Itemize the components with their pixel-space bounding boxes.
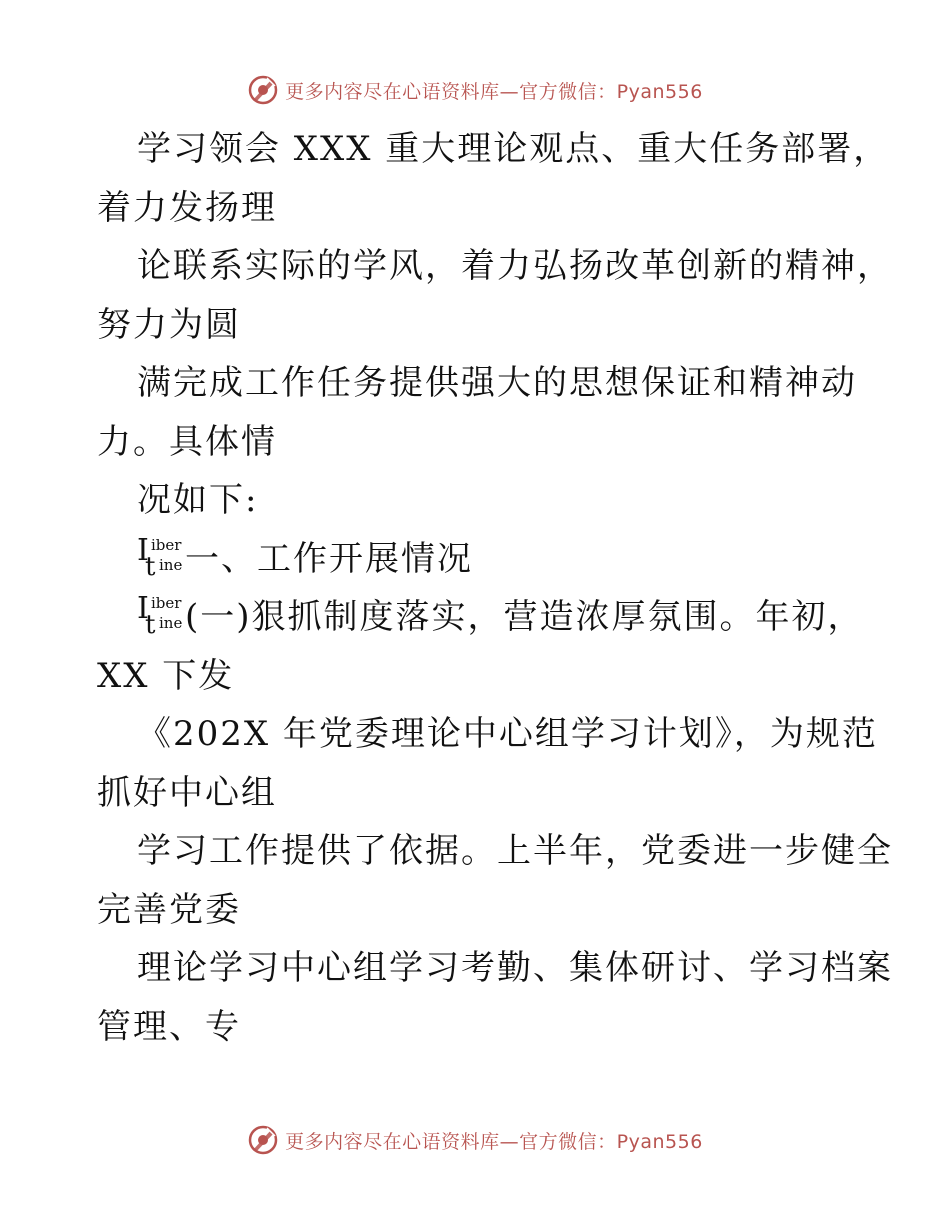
- header-banner-wechat: 官方微信：Pyan556: [519, 80, 703, 103]
- liber-mark-sub: ine: [159, 614, 183, 632]
- body-line: [97, 939, 893, 998]
- body-line-text: 完善党委: [97, 889, 241, 930]
- liber-mark-big2: t: [145, 610, 156, 640]
- subsection-heading-line: [97, 588, 864, 647]
- body-line: [97, 998, 857, 1057]
- body-line-text: 况如下:: [137, 480, 259, 520]
- body-line: [97, 471, 857, 530]
- footer-banner-text: [285, 1127, 703, 1154]
- liber-line-mark: [137, 591, 185, 640]
- body-line: [97, 413, 857, 472]
- body-line: [97, 120, 890, 179]
- header-banner: [0, 70, 950, 110]
- header-banner-text: [285, 77, 703, 104]
- body-line-text: 《202X 年党委理论中心组学习计划》，为规范: [137, 714, 878, 754]
- liber-mark-sup: iber: [151, 594, 182, 612]
- section-heading: 一、工作开展情况: [185, 538, 473, 579]
- body-line: [97, 705, 878, 764]
- body-line-text: 满完成工作任务提供强大的思想保证和精神动: [137, 363, 857, 403]
- body-line: [97, 354, 857, 413]
- body-line-text: 学习工作提供了依据。上半年，党委进一步健全: [137, 831, 893, 871]
- liber-mark-sup: iber: [151, 535, 182, 554]
- body-line: [97, 296, 857, 355]
- body-line-text: 理论学习中心组学习考勤、集体研讨、学习档案: [137, 948, 893, 988]
- section-heading-line: [97, 530, 857, 589]
- header-banner-sep: —: [499, 80, 520, 103]
- quill-seal-icon: [247, 1124, 279, 1156]
- quill-seal-icon: [247, 74, 279, 106]
- body-line: [97, 881, 857, 940]
- footer-banner-wechat: 官方微信：Pyan556: [519, 1130, 703, 1153]
- liber-mark-big: I: [137, 591, 149, 626]
- body-line-text: 学习领会 XXX 重大理论观点、重大任务部署，: [137, 129, 890, 169]
- document-body: [97, 120, 893, 1056]
- body-line: [97, 179, 857, 238]
- footer-banner-main: 更多内容尽在心语资料库: [285, 1130, 500, 1153]
- liber-mark-sub: ine: [159, 555, 183, 574]
- body-line: [97, 647, 857, 706]
- body-line-text: 着力发扬理: [97, 187, 277, 228]
- body-line-text: 论联系实际的学风，着力弘扬改革创新的精神，: [137, 246, 893, 286]
- body-line: [97, 764, 857, 823]
- footer-banner: [0, 1120, 950, 1160]
- subsection-heading: (一)狠抓制度落实，营造浓厚氛围。年初，: [185, 597, 864, 637]
- body-line-text: 努力为圆: [97, 304, 241, 345]
- body-line: [97, 822, 893, 881]
- footer-banner-sep: —: [499, 1130, 520, 1153]
- body-line: [97, 237, 893, 296]
- header-banner-main: 更多内容尽在心语资料库: [285, 80, 500, 103]
- body-line-text: 力。具体情: [97, 421, 277, 462]
- body-line-text: XX 下发: [97, 655, 235, 696]
- body-line-text: 管理、专: [97, 1006, 241, 1047]
- body-line-text: 抓好中心组: [97, 772, 277, 813]
- liber-mark-big: I: [137, 532, 149, 568]
- liber-mark-big2: t: [145, 551, 156, 582]
- liber-line-mark: [137, 532, 185, 582]
